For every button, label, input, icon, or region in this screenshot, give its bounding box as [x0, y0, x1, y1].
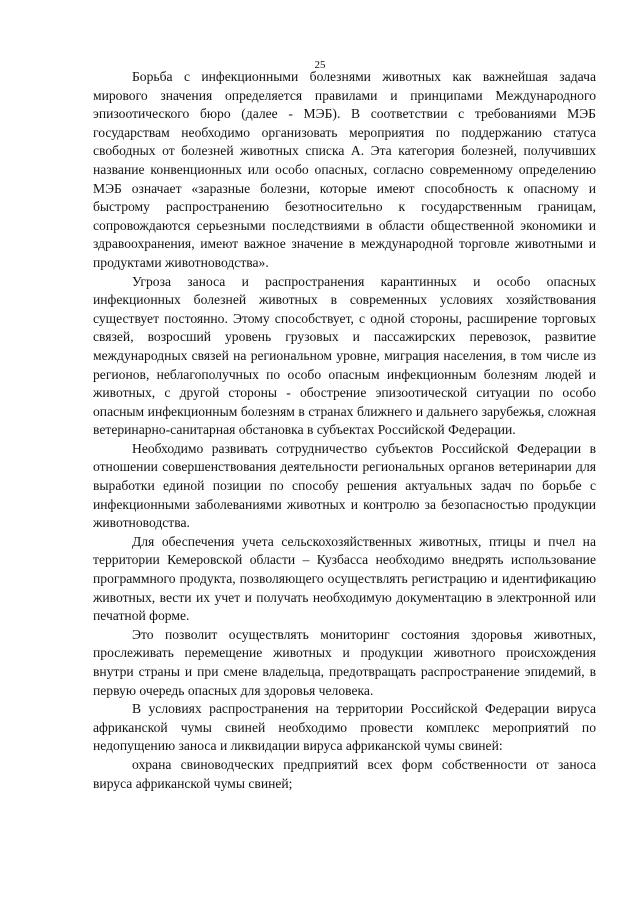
paragraph-animal-accounting: Для обеспечения учета сельскохозяйственных животных, птицы и пчел на территории Кемеровской области – Кузбасса необходимо внедрять использование программного продукта, позволяющего осуществлять регистрацию и идентификацию животных, вести их учет и получать необходимую документацию в электронной или печатной форме. — [93, 533, 596, 624]
document-body — [93, 68, 596, 793]
paragraph-asf-measures: В условиях распространения на территории Российской Федерации вируса африканской чумы свиней необходимо провести комплекс мероприятий по недопущению заноса и ликвидации вируса африканской чумы свиней: — [93, 701, 596, 754]
page-number: 25 — [314, 59, 326, 71]
paragraph-health-monitoring: Это позволит осуществлять мониторинг состояния здоровья животных, прослеживать перемещение животных и продукции животного происхождения внутри страны и при смене владельца, предотвращать распространение эпидемий, в первую очередь опасных для здоровья человека. — [93, 626, 596, 698]
paragraph-oie-rules: Борьба с инфекционными болезнями животных как важнейшая задача мирового значения определяется правилами и принципами Международного эпизоотического бюро (далее - МЭБ). В соответствии с требованиями МЭБ государствам необходимо организовать мероприятия по поддержанию статуса свободных от болезней животных списка А. Эта категория болезней, получивших название конвенционных или особо опасных, согласно современному определению МЭБ означает «заразные болезни, которые имеют способность к опасному и быстрому распространению безотносительно к государственным границам, сопровождаются серьезными последствиями в области общественной экономики и здравоохранения, имеют важное значение в международной торговле животными и продуктами животноводства». — [93, 69, 596, 270]
paragraph-cooperation: Необходимо развивать сотрудничество субъектов Российской Федерации в отношении совершенствования деятельности региональных органов ветеринарии для выработки единой позиции по способу решения актуальных задач по борьбе с инфекционными заболеваниями животных и контролю за безопасностью продукции животноводства. — [93, 440, 596, 531]
paragraph-farm-protection: охрана свиноводческих предприятий всех форм собственности от заноса вируса африканской чумы свиней; — [93, 756, 596, 791]
paragraph-disease-threat: Угроза заноса и распространения карантинных и особо опасных инфекционных болезней животных в современных условиях хозяйствования существует постоянно. Этому способствует, с одной стороны, расширение торговых связей, возросший уровень грузовых и пассажирских перевозок, развитие международных связей на региональном уровне, миграция населения, в том числе из регионов, неблагополучных по особо опасным инфекционным болезням людей и животных, с другой стороны - обострение эпизоотической ситуации по особо опасным инфекционным болезням в странах ближнего и дальнего зарубежья, сложная ветеринарно-санитарная обстановка в субъектах Российской Федерации. — [93, 273, 596, 438]
